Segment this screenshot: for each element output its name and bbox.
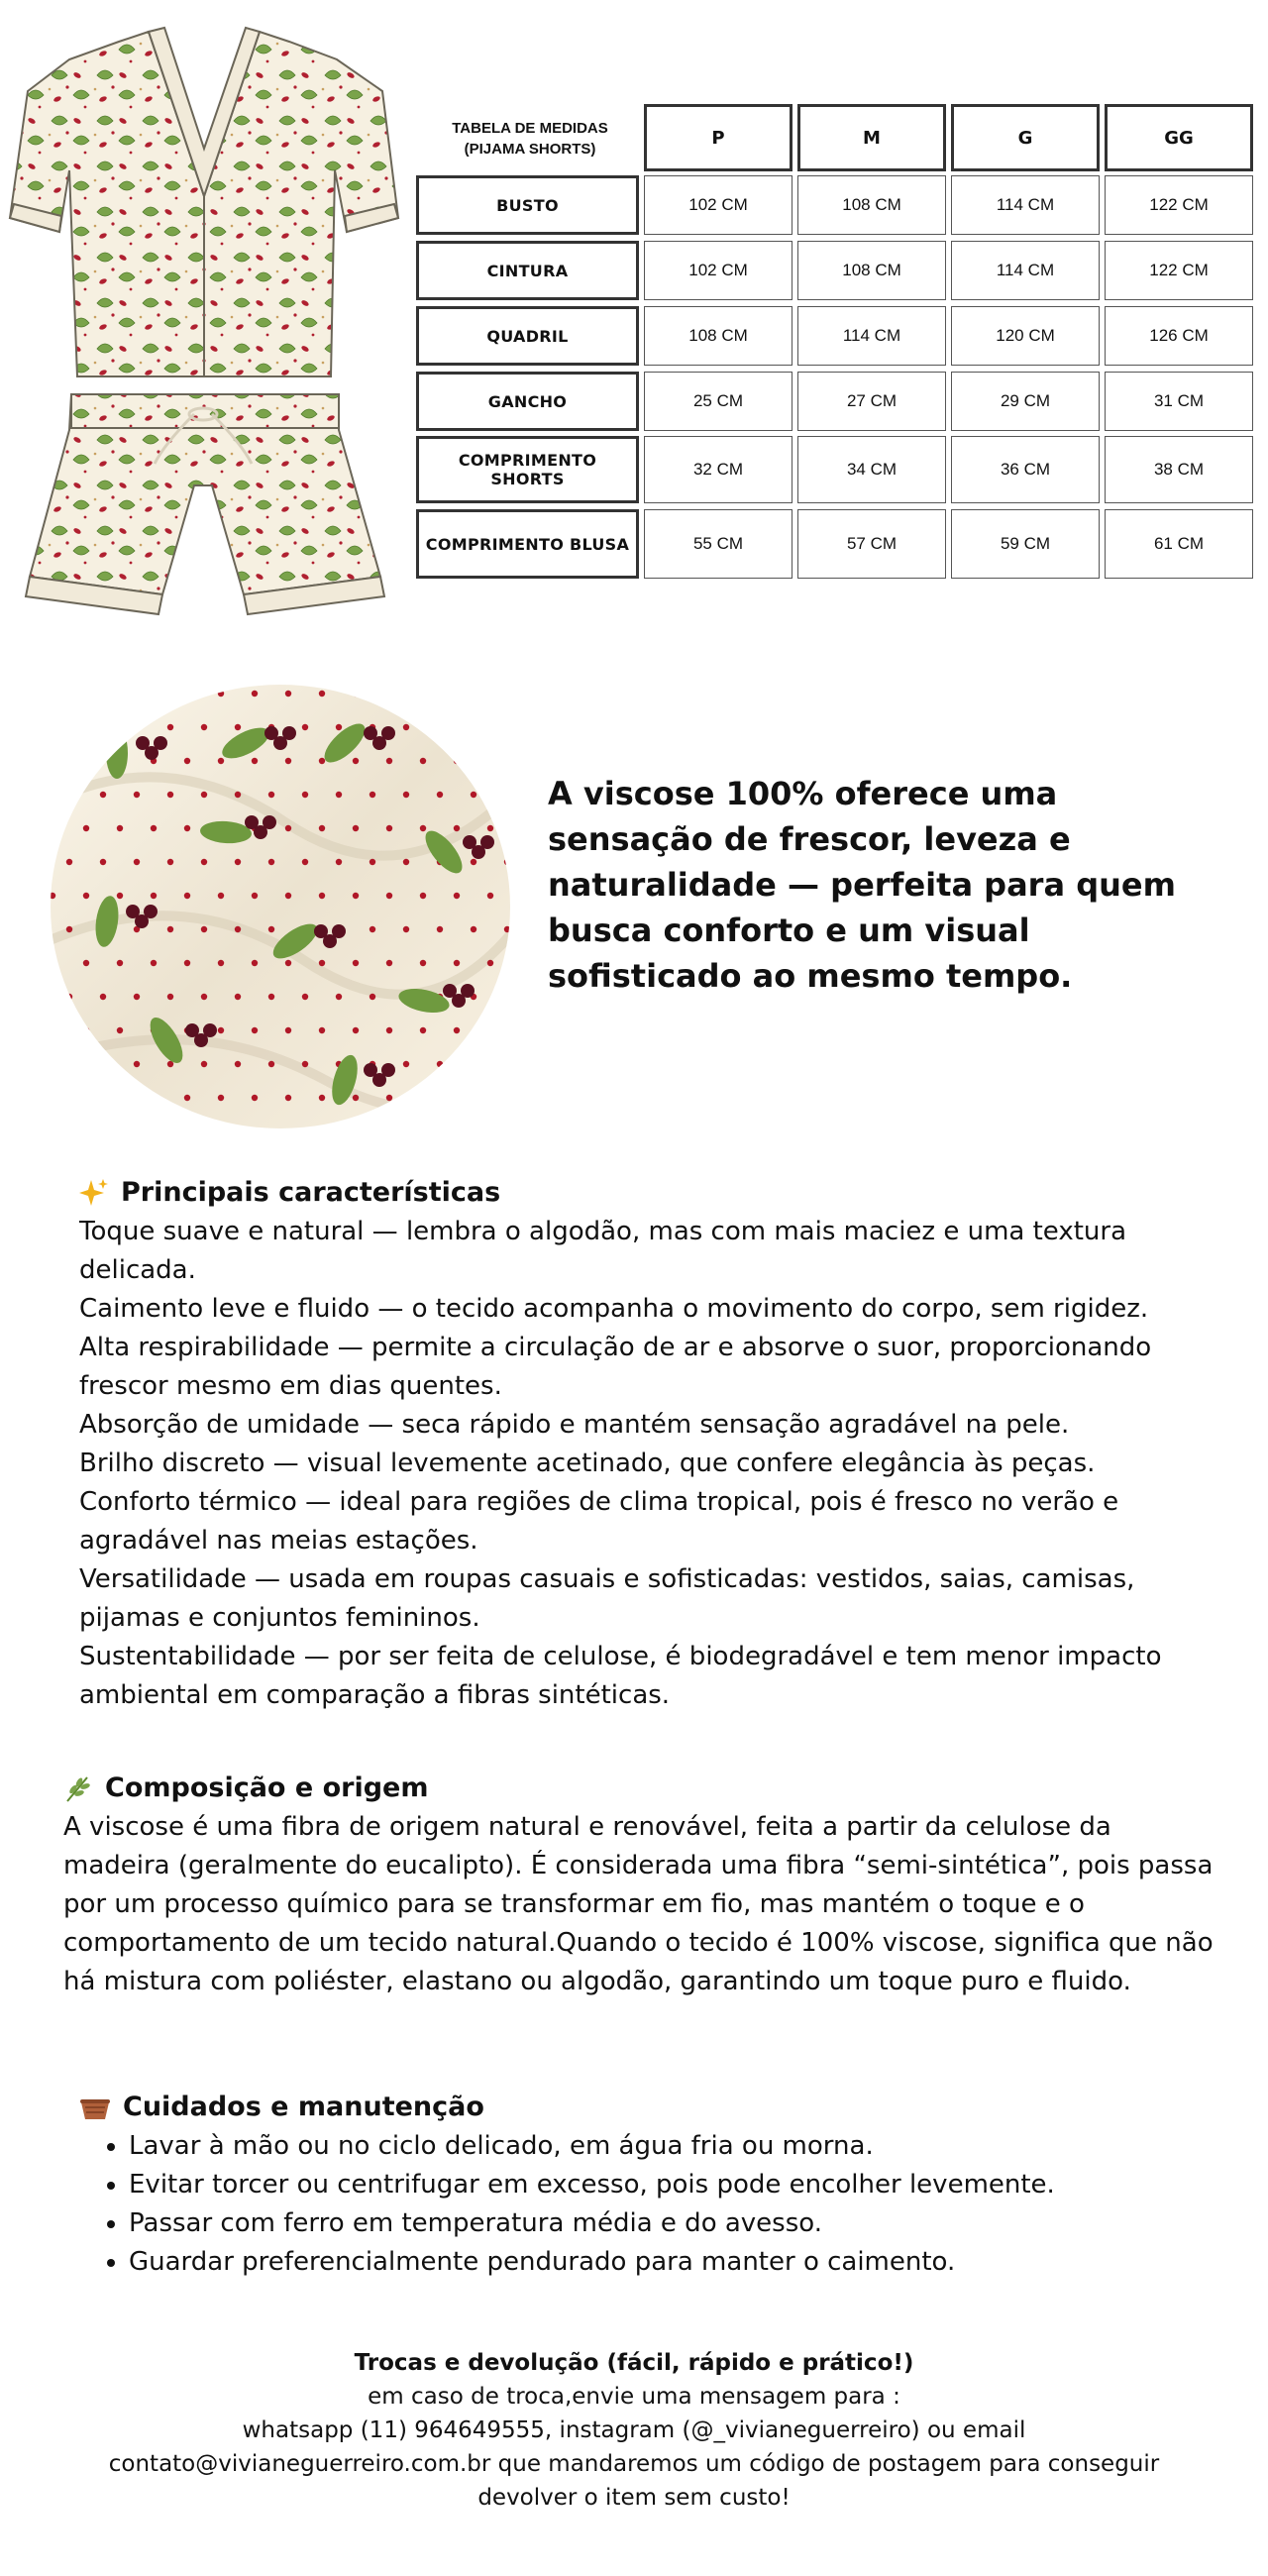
trocas-title: Trocas e devolução (fácil, rápido e prático!) [354, 2350, 914, 2376]
fabric-closeup-image [48, 684, 513, 1129]
cuidados-title-text: Cuidados e manutenção [123, 2092, 484, 2122]
size-table-title-line1: TABELA DE MEDIDAS [452, 120, 608, 137]
size-column-header: G [951, 104, 1100, 171]
section-title-composicao [63, 1769, 1222, 1808]
trocas-line1: em caso de troca,envie uma mensagem para : [368, 2384, 900, 2410]
measure-value-cell: 38 CM [1105, 436, 1253, 503]
cuidados-list [79, 2127, 1199, 2282]
measure-value-cell: 122 CM [1105, 175, 1253, 235]
basket-icon [79, 2093, 111, 2121]
measure-value-cell: 114 CM [797, 306, 946, 366]
measure-value-cell: 31 CM [1105, 372, 1253, 431]
measure-value-cell: 32 CM [644, 436, 792, 503]
measure-row-label: BUSTO [416, 175, 639, 235]
measure-value-cell: 55 CM [644, 509, 792, 579]
trocas-line3: contato@vivianeguerreiro.com.br que mandaremos um código de postagem para conseguir [108, 2451, 1160, 2477]
composicao-text: A viscose é uma fibra de origem natural e renovável, feita a partir da celulose da madeira (geralmente do eucalipto). É considerada uma fibra “semi-sintética”, pois passa por um processo químico para se transformar em fio, mas mantém o toque e o comportamento de um tecido natural.Quando o tecido é 100% viscose, significa que não há mistura com poliéster, elastano ou algodão, garantindo um toque puro e fluido. [63, 1812, 1214, 1996]
measure-value-cell: 59 CM [951, 509, 1100, 579]
pajama-illustration [0, 20, 416, 634]
caracteristica-item: Versatilidade — usada em roupas casuais e sofisticadas: vestidos, saias, camisas, pijamas e conjuntos femininos. [79, 1564, 1135, 1633]
measure-value-cell: 108 CM [797, 175, 946, 235]
size-column-header: P [644, 104, 792, 171]
cuidado-item: • Lavar à mão ou no ciclo delicado, em água fria ou morna. [129, 2127, 1199, 2166]
trocas-line2: whatsapp (11) 964649555, instagram (@_vivianeguerreiro) ou email [242, 2417, 1026, 2443]
composicao-title-text: Composição e origem [105, 1772, 429, 1803]
size-table-title-line2: (PIJAMA SHORTS) [464, 141, 596, 158]
section-trocas [40, 2346, 1228, 2515]
shirt-shape [10, 28, 398, 376]
caracteristica-item: Brilho discreto — visual levemente acetinado, que confere elegância às peças. [79, 1449, 1096, 1478]
measure-value-cell: 57 CM [797, 509, 946, 579]
size-column-header: GG [1105, 104, 1253, 171]
caracteristica-item: Absorção de umidade — seca rápido e mantém sensação agradável na pele. [79, 1410, 1070, 1440]
measure-value-cell: 108 CM [797, 241, 946, 300]
herb-icon [63, 1773, 93, 1803]
measure-value-cell: 108 CM [644, 306, 792, 366]
caracteristica-item: Conforto térmico — ideal para regiões de clima tropical, pois é fresco no verão e agradável nas meias estações. [79, 1487, 1119, 1556]
cuidado-item: • Passar com ferro em temperatura média e do avesso. [129, 2204, 1199, 2243]
measure-value-cell: 102 CM [644, 241, 792, 300]
size-column-header: M [797, 104, 946, 171]
caracteristica-item: Sustentabilidade — por ser feita de celulose, é biodegradável e tem menor impacto ambiental em comparação a fibras sintéticas. [79, 1642, 1162, 1710]
size-table-title [416, 109, 644, 168]
caracteristicas-list [79, 1213, 1199, 1715]
measure-row-label: QUADRIL [416, 306, 639, 366]
measure-value-cell: 122 CM [1105, 241, 1253, 300]
measure-value-cell: 61 CM [1105, 509, 1253, 579]
trocas-line4: devolver o item sem custo! [477, 2485, 791, 2511]
measure-value-cell: 114 CM [951, 241, 1100, 300]
caracteristica-item: Toque suave e natural — lembra o algodão, mas com mais maciez e uma textura delicada. [79, 1217, 1127, 1285]
caracteristicas-title-text: Principais características [121, 1177, 501, 1208]
intro-text: A viscose 100% oferece uma sensação de frescor, leveza e naturalidade — perfeita para quem busca conforto e um visual sofisticado ao mesmo tempo. [548, 775, 1176, 995]
shorts-shape [26, 394, 384, 614]
measure-value-cell: 34 CM [797, 436, 946, 503]
section-caracteristicas [79, 1173, 1199, 1715]
measure-row-label: GANCHO [416, 372, 639, 431]
measure-value-cell: 102 CM [644, 175, 792, 235]
measure-value-cell: 25 CM [644, 372, 792, 431]
caracteristica-item: Alta respirabilidade — permite a circulação de ar e absorve o suor, proporcionando frescor mesmo em dias quentes. [79, 1333, 1152, 1401]
measure-value-cell: 120 CM [951, 306, 1100, 366]
measure-value-cell: 114 CM [951, 175, 1100, 235]
section-cuidados [79, 2088, 1199, 2282]
measure-row-label: COMPRIMENTO BLUSA [416, 509, 639, 579]
section-title-caracteristicas [79, 1173, 1199, 1213]
measure-value-cell: 29 CM [951, 372, 1100, 431]
cuidado-item: • Guardar preferencialmente pendurado para manter o caimento. [129, 2243, 1199, 2282]
cuidado-item: • Evitar torcer ou centrifugar em excesso, pois pode encolher levemente. [129, 2166, 1199, 2204]
section-composicao [63, 1769, 1222, 2001]
measure-row-label: CINTURA [416, 241, 639, 300]
measure-value-cell: 27 CM [797, 372, 946, 431]
section-title-cuidados [79, 2088, 1199, 2127]
sparkles-icon [79, 1178, 109, 1208]
caracteristica-item: Caimento leve e fluido — o tecido acompanha o movimento do corpo, sem rigidez. [79, 1294, 1149, 1324]
measure-row-label: COMPRIMENTO SHORTS [416, 436, 639, 503]
measure-value-cell: 126 CM [1105, 306, 1253, 366]
measure-value-cell: 36 CM [951, 436, 1100, 503]
